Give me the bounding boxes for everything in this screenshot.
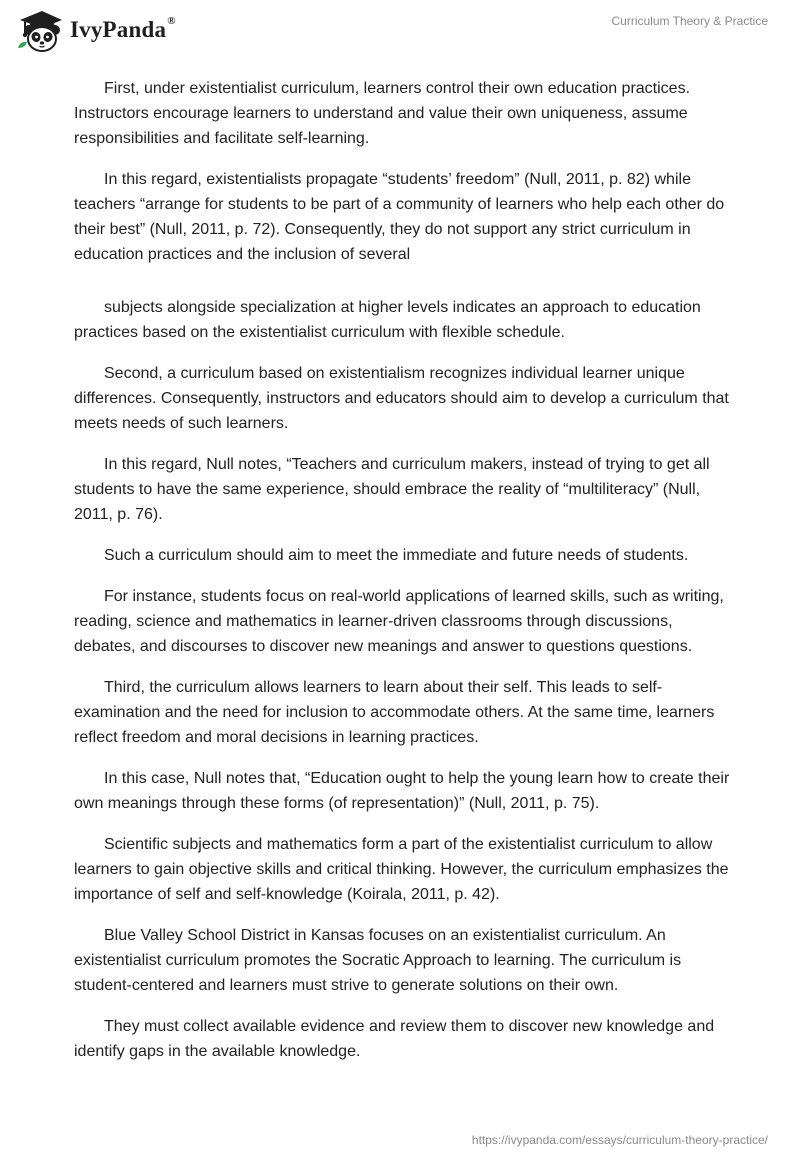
paragraph-8: Third, the curriculum allows learners to learn about their self. This leads to self-examination and the need for inclusion to accommodate others. At the same time, learners reflect freedom and moral decisions in learning practices. xyxy=(74,679,715,746)
page-header xyxy=(0,0,800,60)
paragraph-12: They must collect available evidence and review them to discover new knowledge and identify gaps in the available knowledge. xyxy=(74,1018,715,1060)
document-title: Curriculum Theory & Practice xyxy=(611,14,768,28)
essay-body xyxy=(74,76,730,1080)
paragraph-7: For instance, students focus on real-world applications of learned skills, such as writing, reading, science and mathematics in learner-driven classrooms through discussions, debates, and discourses to discover new meanings and answer to questions questions. xyxy=(74,588,724,655)
paragraph-2: In this regard, existentialists propagate “students’ freedom” (Null, 2011, p. 82) while teachers “arrange for students to be part of a community of learners who help each other do their best” (Null, 2011, p. 72). Consequently, they do not support any strict curriculum in education practices and the inclusion of several xyxy=(74,171,725,263)
ivypanda-logo[interactable] xyxy=(16,8,176,52)
paragraph-1: First, under existentialist curriculum, learners control their own education practices. Instructors encourage learners to understand and value their own uniqueness, assume responsibilities and facilitate self-learning. xyxy=(74,80,691,147)
logo-wordmark xyxy=(70,17,176,43)
paragraph-11: Blue Valley School District in Kansas focuses on an existentialist curriculum. An existentialist curriculum promotes the Socratic Approach to learning. The curriculum is student-centered and learners must strive to generate solutions on their own. xyxy=(74,927,682,994)
panda-graduate-icon xyxy=(16,8,64,52)
source-url-link[interactable]: https://ivypanda.com/essays/curriculum-theory-practice/ xyxy=(471,1133,768,1147)
registered-mark: ® xyxy=(167,15,176,27)
paragraph-10: Scientific subjects and mathematics form a part of the existentialist curriculum to allow learners to gain objective skills and critical thinking. However, the curriculum emphasizes the importance of self and self-knowledge (Koirala, 2011, p. 42). xyxy=(74,836,729,903)
logo-text: IvyPanda xyxy=(70,17,167,42)
paragraph-5: In this regard, Null notes, “Teachers and curriculum makers, instead of trying to get all students to have the same experience, should embrace the reality of “multiliteracy” (Null, 2011, p. 76). xyxy=(74,456,710,523)
paragraph-3: subjects alongside specialization at higher levels indicates an approach to education practices based on the existentialist curriculum with flexible schedule. xyxy=(74,299,701,341)
paragraph-6: Such a curriculum should aim to meet the immediate and future needs of students. xyxy=(104,547,689,564)
paragraph-4: Second, a curriculum based on existentialism recognizes individual learner unique differences. Consequently, instructors and educators should aim to develop a curriculum that meets needs of such learners. xyxy=(74,365,729,432)
paragraph-9: In this case, Null notes that, “Education ought to help the young learn how to create their own meanings through these forms (of representation)” (Null, 2011, p. 75). xyxy=(74,770,730,812)
